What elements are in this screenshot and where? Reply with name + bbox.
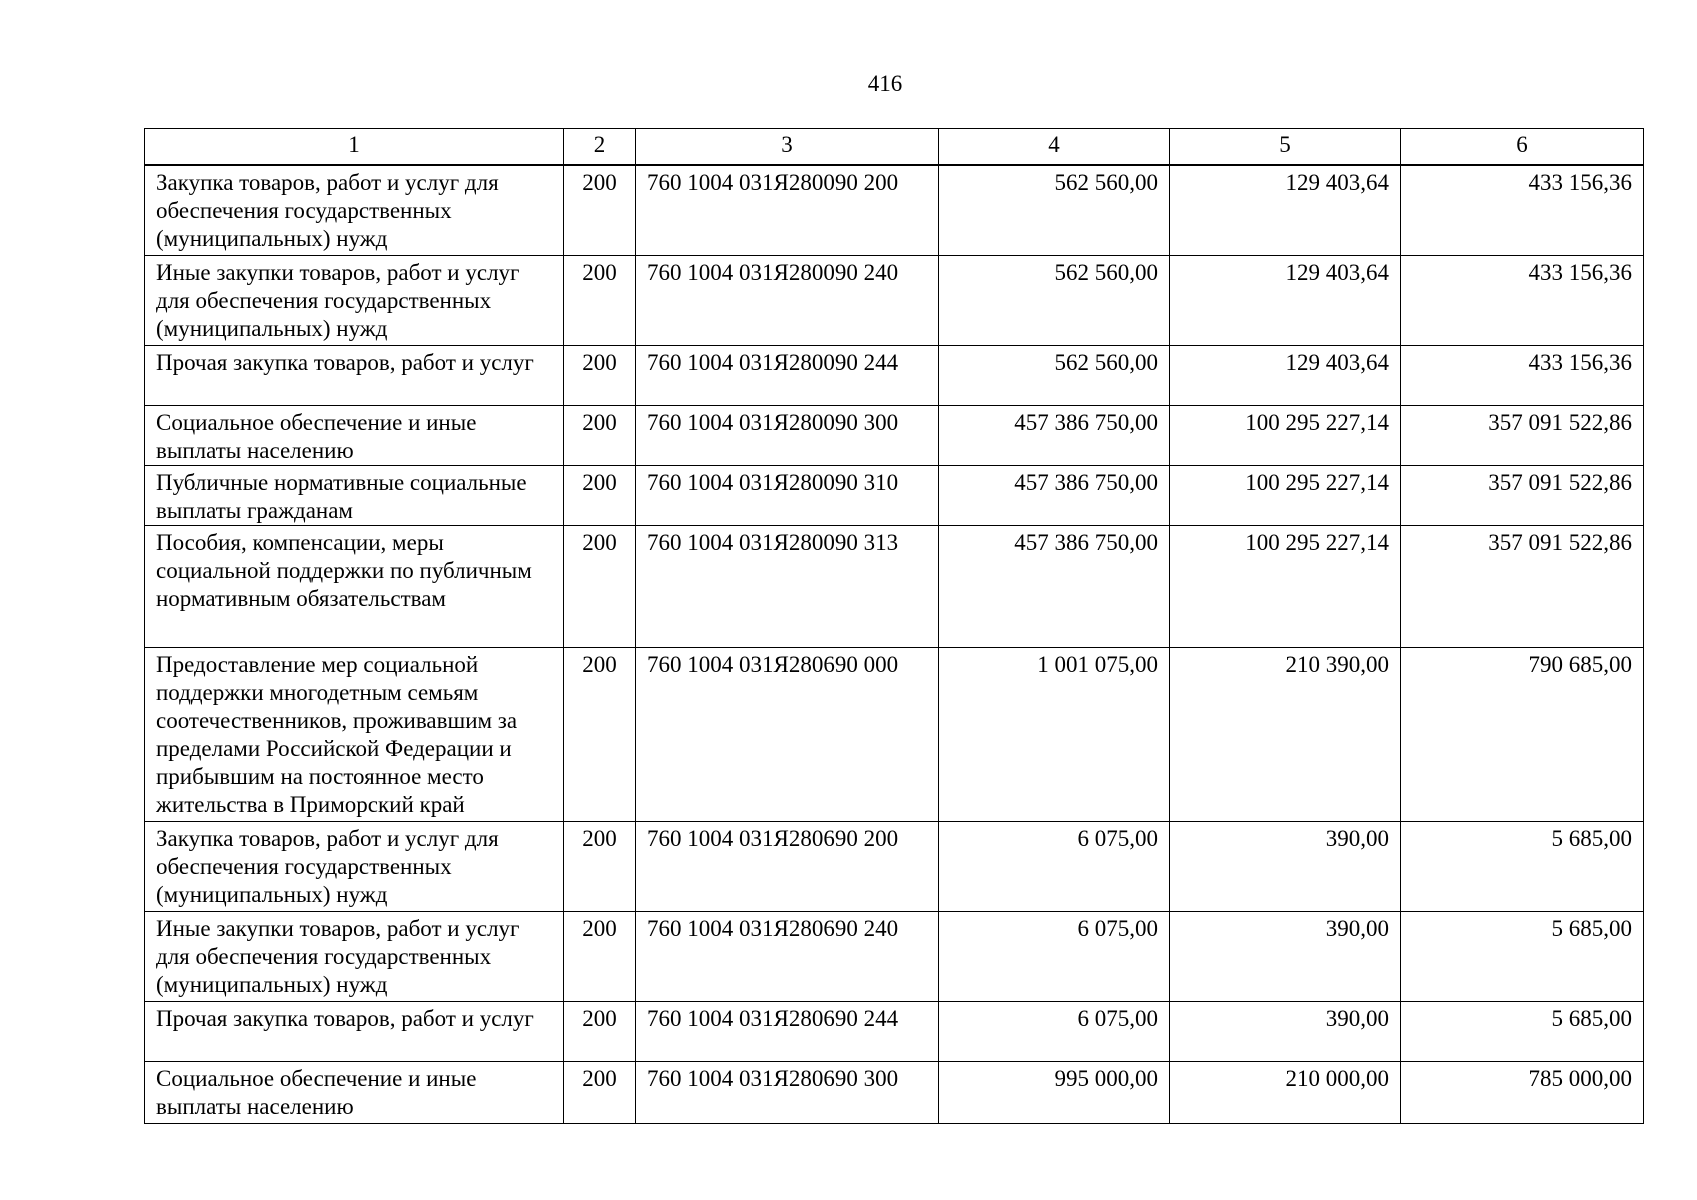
row-value4-cell: 562 560,00 — [939, 255, 1170, 345]
row-value4-cell: 6 075,00 — [939, 1001, 1170, 1061]
row-col2-cell: 200 — [564, 345, 636, 405]
row-name-cell: Социальное обеспечение и иные выплаты населению — [145, 1061, 564, 1123]
table-row — [145, 1001, 1644, 1061]
row-col2-cell: 200 — [564, 165, 636, 255]
row-value5-cell: 390,00 — [1170, 911, 1401, 1001]
row-code-cell: 760 1004 031Я280690 240 — [636, 911, 939, 1001]
table-row — [145, 255, 1644, 345]
row-code-cell: 760 1004 031Я280690 200 — [636, 821, 939, 911]
row-value5-cell: 390,00 — [1170, 821, 1401, 911]
row-name-cell: Иные закупки товаров, работ и услуг для обеспечения государственных (муниципальных) нужд — [145, 255, 564, 345]
table-row — [145, 165, 1644, 255]
row-code-cell: 760 1004 031Я280090 240 — [636, 255, 939, 345]
row-code-cell: 760 1004 031Я280690 244 — [636, 1001, 939, 1061]
row-code-cell: 760 1004 031Я280090 300 — [636, 405, 939, 465]
row-value6-cell: 357 091 522,86 — [1401, 525, 1644, 647]
row-col2-cell: 200 — [564, 1061, 636, 1123]
header-cell-5: 5 — [1170, 129, 1401, 166]
row-value5-cell: 210 390,00 — [1170, 647, 1401, 821]
row-col2-cell: 200 — [564, 525, 636, 647]
table-row — [145, 821, 1644, 911]
row-value5-cell: 129 403,64 — [1170, 165, 1401, 255]
table-row — [145, 647, 1644, 821]
row-value5-cell: 390,00 — [1170, 1001, 1401, 1061]
header-cell-2: 2 — [564, 129, 636, 166]
row-value4-cell: 995 000,00 — [939, 1061, 1170, 1123]
row-value5-cell: 100 295 227,14 — [1170, 525, 1401, 647]
header-cell-6: 6 — [1401, 129, 1644, 166]
page-number: 416 — [867, 71, 903, 96]
row-value5-cell: 129 403,64 — [1170, 255, 1401, 345]
table-header — [145, 129, 1644, 166]
row-name-cell: Закупка товаров, работ и услуг для обеспечения государственных (муниципальных) нужд — [145, 165, 564, 255]
row-code-cell: 760 1004 031Я280090 310 — [636, 465, 939, 525]
table-body — [145, 165, 1644, 1123]
table-row — [145, 1061, 1644, 1123]
row-value4-cell: 457 386 750,00 — [939, 405, 1170, 465]
row-col2-cell: 200 — [564, 647, 636, 821]
row-name-cell: Закупка товаров, работ и услуг для обеспечения государственных (муниципальных) нужд — [145, 821, 564, 911]
row-value5-cell: 100 295 227,14 — [1170, 465, 1401, 525]
row-value6-cell: 357 091 522,86 — [1401, 405, 1644, 465]
row-value4-cell: 457 386 750,00 — [939, 525, 1170, 647]
row-name-cell: Прочая закупка товаров, работ и услуг — [145, 1001, 564, 1061]
row-value4-cell: 6 075,00 — [939, 911, 1170, 1001]
row-name-cell: Предоставление мер социальной поддержки многодетным семьям соотечественников, проживавшим за пределами Российской Федерации и прибывшим на постоянное место жительства в Приморский край — [145, 647, 564, 821]
row-code-cell: 760 1004 031Я280090 200 — [636, 165, 939, 255]
row-value6-cell: 433 156,36 — [1401, 345, 1644, 405]
row-name-cell: Иные закупки товаров, работ и услуг для обеспечения государственных (муниципальных) нужд — [145, 911, 564, 1001]
header-cell-1: 1 — [145, 129, 564, 166]
table-row — [145, 405, 1644, 465]
row-col2-cell: 200 — [564, 1001, 636, 1061]
row-value4-cell: 562 560,00 — [939, 345, 1170, 405]
header-cell-4: 4 — [939, 129, 1170, 166]
row-value6-cell: 5 685,00 — [1401, 1001, 1644, 1061]
table-row — [145, 345, 1644, 405]
row-name-cell: Публичные нормативные социальные выплаты гражданам — [145, 465, 564, 525]
row-value5-cell: 129 403,64 — [1170, 345, 1401, 405]
header-row — [145, 129, 1644, 166]
row-name-cell: Прочая закупка товаров, работ и услуг — [145, 345, 564, 405]
row-name-cell: Пособия, компенсации, меры социальной поддержки по публичным нормативным обязательствам — [145, 525, 564, 647]
row-value6-cell: 357 091 522,86 — [1401, 465, 1644, 525]
row-code-cell: 760 1004 031Я280090 313 — [636, 525, 939, 647]
row-value6-cell: 433 156,36 — [1401, 165, 1644, 255]
row-col2-cell: 200 — [564, 255, 636, 345]
row-value6-cell: 5 685,00 — [1401, 911, 1644, 1001]
table-row — [145, 465, 1644, 525]
row-name-cell: Социальное обеспечение и иные выплаты населению — [145, 405, 564, 465]
row-value5-cell: 210 000,00 — [1170, 1061, 1401, 1123]
row-code-cell: 760 1004 031Я280090 244 — [636, 345, 939, 405]
row-code-cell: 760 1004 031Я280690 300 — [636, 1061, 939, 1123]
row-value6-cell: 433 156,36 — [1401, 255, 1644, 345]
table-row — [145, 911, 1644, 1001]
row-value6-cell: 785 000,00 — [1401, 1061, 1644, 1123]
row-value4-cell: 457 386 750,00 — [939, 465, 1170, 525]
row-value4-cell: 562 560,00 — [939, 165, 1170, 255]
row-col2-cell: 200 — [564, 405, 636, 465]
row-value6-cell: 790 685,00 — [1401, 647, 1644, 821]
table-row — [145, 525, 1644, 647]
row-value4-cell: 6 075,00 — [939, 821, 1170, 911]
row-value6-cell: 5 685,00 — [1401, 821, 1644, 911]
header-cell-3: 3 — [636, 129, 939, 166]
row-value5-cell: 100 295 227,14 — [1170, 405, 1401, 465]
row-col2-cell: 200 — [564, 821, 636, 911]
row-code-cell: 760 1004 031Я280690 000 — [636, 647, 939, 821]
row-col2-cell: 200 — [564, 465, 636, 525]
row-value4-cell: 1 001 075,00 — [939, 647, 1170, 821]
row-col2-cell: 200 — [564, 911, 636, 1001]
budget-table — [144, 128, 1644, 1124]
